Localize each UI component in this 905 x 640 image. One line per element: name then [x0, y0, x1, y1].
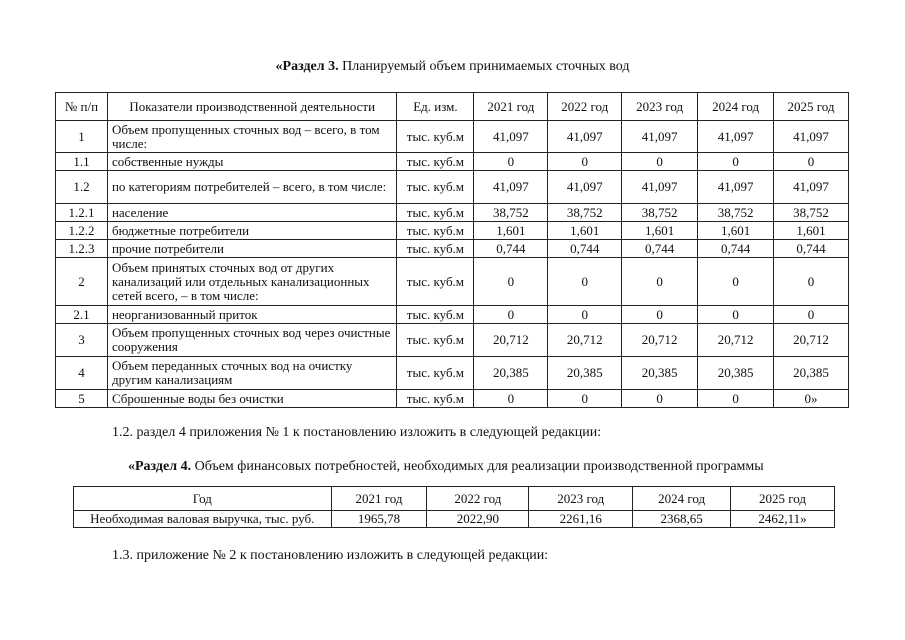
value-2023: 0	[622, 153, 698, 171]
table-row	[56, 258, 849, 306]
value-2023: 0	[622, 390, 698, 408]
value-2022: 0	[548, 390, 622, 408]
table-row	[56, 222, 849, 240]
row-number: 1.2.3	[56, 240, 108, 258]
header-cell: Ед. изм.	[397, 93, 474, 121]
row-unit: тыс. куб.м	[397, 390, 474, 408]
value-2024: 0	[698, 390, 774, 408]
row-name: прочие потребители	[107, 240, 397, 258]
row-unit: тыс. куб.м	[397, 306, 474, 324]
section4-title	[128, 459, 764, 475]
value-2024: 20,385	[698, 357, 774, 390]
header-cell: 2022 год	[548, 93, 622, 121]
value-2021: 1965,78	[331, 511, 427, 528]
section3-title-text: Планируемый объем принимаемых сточных вод	[338, 59, 630, 74]
row-name: Объем пропущенных сточных вод – всего, в том числе:	[107, 121, 397, 153]
row-number: 2.1	[56, 306, 108, 324]
row-label: Необходимая валовая выручка, тыс. руб.	[74, 511, 332, 528]
value-2025: 41,097	[774, 121, 849, 153]
value-2022: 0,744	[548, 240, 622, 258]
value-2025: 20,712	[774, 324, 849, 357]
value-2025: 41,097	[774, 171, 849, 204]
row-number: 1.1	[56, 153, 108, 171]
value-2024: 0	[698, 153, 774, 171]
value-2022: 1,601	[548, 222, 622, 240]
row-name: население	[107, 204, 397, 222]
header-cell: 2021 год	[331, 487, 427, 511]
value-2022: 20,712	[548, 324, 622, 357]
row-unit: тыс. куб.м	[397, 240, 474, 258]
value-2021: 0,744	[474, 240, 548, 258]
table-row	[56, 390, 849, 408]
header-cell: 2025 год	[774, 93, 849, 121]
row-unit: тыс. куб.м	[397, 171, 474, 204]
header-cell: 2023 год	[529, 487, 633, 511]
value-2025: 0	[774, 153, 849, 171]
value-2025: 0»	[774, 390, 849, 408]
value-2022: 0	[548, 258, 622, 306]
value-2023: 41,097	[622, 121, 698, 153]
value-2025: 38,752	[774, 204, 849, 222]
row-name: бюджетные потребители	[107, 222, 397, 240]
row-name: Объем принятых сточных вод от других канализаций или отдельных канализационных сетей всего, – в том числе:	[107, 258, 397, 306]
value-2025: 1,601	[774, 222, 849, 240]
row-name: собственные нужды	[107, 153, 397, 171]
value-2023: 2261,16	[529, 511, 633, 528]
value-2024: 41,097	[698, 171, 774, 204]
section3-table	[55, 92, 849, 408]
row-name: Объем пропущенных сточных вод через очистные сооружения	[107, 324, 397, 357]
table-row	[74, 511, 835, 528]
value-2021: 0	[474, 390, 548, 408]
row-unit: тыс. куб.м	[397, 258, 474, 306]
value-2022: 41,097	[548, 121, 622, 153]
table-row	[56, 204, 849, 222]
value-2023: 0	[622, 258, 698, 306]
row-number: 2	[56, 258, 108, 306]
table-row	[56, 240, 849, 258]
table-row	[56, 171, 849, 204]
row-unit: тыс. куб.м	[397, 204, 474, 222]
value-2021: 41,097	[474, 121, 548, 153]
value-2021: 20,385	[474, 357, 548, 390]
header-cell: 2021 год	[474, 93, 548, 121]
row-unit: тыс. куб.м	[397, 121, 474, 153]
row-unit: тыс. куб.м	[397, 222, 474, 240]
row-unit: тыс. куб.м	[397, 357, 474, 390]
value-2022: 38,752	[548, 204, 622, 222]
value-2025: 0,744	[774, 240, 849, 258]
value-2023: 41,097	[622, 171, 698, 204]
row-number: 1.2.2	[56, 222, 108, 240]
value-2021: 0	[474, 306, 548, 324]
section4-table	[73, 486, 835, 528]
row-name: Объем переданных сточных вод на очистку другим канализациям	[107, 357, 397, 390]
section3-header-row	[56, 93, 849, 121]
row-name: неорганизованный приток	[107, 306, 397, 324]
header-cell: Год	[74, 487, 332, 511]
section4-title-text: Объем финансовых потребностей, необходимых для реализации производственной программы	[191, 459, 764, 474]
value-2024: 1,601	[698, 222, 774, 240]
row-unit: тыс. куб.м	[397, 153, 474, 171]
row-number: 1	[56, 121, 108, 153]
value-2022: 41,097	[548, 171, 622, 204]
value-2021: 38,752	[474, 204, 548, 222]
value-2021: 1,601	[474, 222, 548, 240]
row-number: 5	[56, 390, 108, 408]
row-name: по категориям потребителей – всего, в том числе:	[107, 171, 397, 204]
value-2024: 0	[698, 258, 774, 306]
row-name: Сброшенные воды без очистки	[107, 390, 397, 408]
value-2024: 41,097	[698, 121, 774, 153]
value-2025: 0	[774, 258, 849, 306]
value-2024: 0,744	[698, 240, 774, 258]
header-cell: 2025 год	[731, 487, 835, 511]
value-2022: 20,385	[548, 357, 622, 390]
value-2023: 38,752	[622, 204, 698, 222]
value-2023: 20,385	[622, 357, 698, 390]
header-cell: Показатели производственной деятельности	[107, 93, 397, 121]
table-row	[56, 153, 849, 171]
value-2025: 20,385	[774, 357, 849, 390]
section4-header-row	[74, 487, 835, 511]
row-number: 3	[56, 324, 108, 357]
value-2021: 0	[474, 258, 548, 306]
section3-title-bold: «Раздел 3.	[275, 59, 339, 74]
value-2025: 0	[774, 306, 849, 324]
row-unit: тыс. куб.м	[397, 324, 474, 357]
header-cell: № п/п	[56, 93, 108, 121]
value-2023: 1,601	[622, 222, 698, 240]
value-2022: 0	[548, 153, 622, 171]
row-number: 1.2	[56, 171, 108, 204]
value-2025: 2462,11»	[731, 511, 835, 528]
value-2024: 2368,65	[633, 511, 731, 528]
table-row	[56, 357, 849, 390]
header-cell: 2022 год	[427, 487, 529, 511]
section3-title	[0, 58, 905, 76]
value-2023: 0,744	[622, 240, 698, 258]
row-number: 1.2.1	[56, 204, 108, 222]
value-2022: 2022,90	[427, 511, 529, 528]
table-row	[56, 306, 849, 324]
row-number: 4	[56, 357, 108, 390]
value-2023: 0	[622, 306, 698, 324]
value-2022: 0	[548, 306, 622, 324]
section4-title-bold: «Раздел 4.	[128, 459, 192, 474]
table-row	[56, 324, 849, 357]
paragraph-1-2: 1.2. раздел 4 приложения № 1 к постановлению изложить в следующей редакции:	[112, 425, 602, 440]
header-cell: 2024 год	[698, 93, 774, 121]
header-cell: 2023 год	[622, 93, 698, 121]
value-2021: 20,712	[474, 324, 548, 357]
value-2021: 41,097	[474, 171, 548, 204]
value-2021: 0	[474, 153, 548, 171]
value-2024: 20,712	[698, 324, 774, 357]
value-2024: 0	[698, 306, 774, 324]
paragraph-1-3: 1.3. приложение № 2 к постановлению изложить в следующей редакции:	[112, 548, 549, 563]
table-row	[56, 121, 849, 153]
header-cell: 2024 год	[633, 487, 731, 511]
value-2024: 38,752	[698, 204, 774, 222]
value-2023: 20,712	[622, 324, 698, 357]
